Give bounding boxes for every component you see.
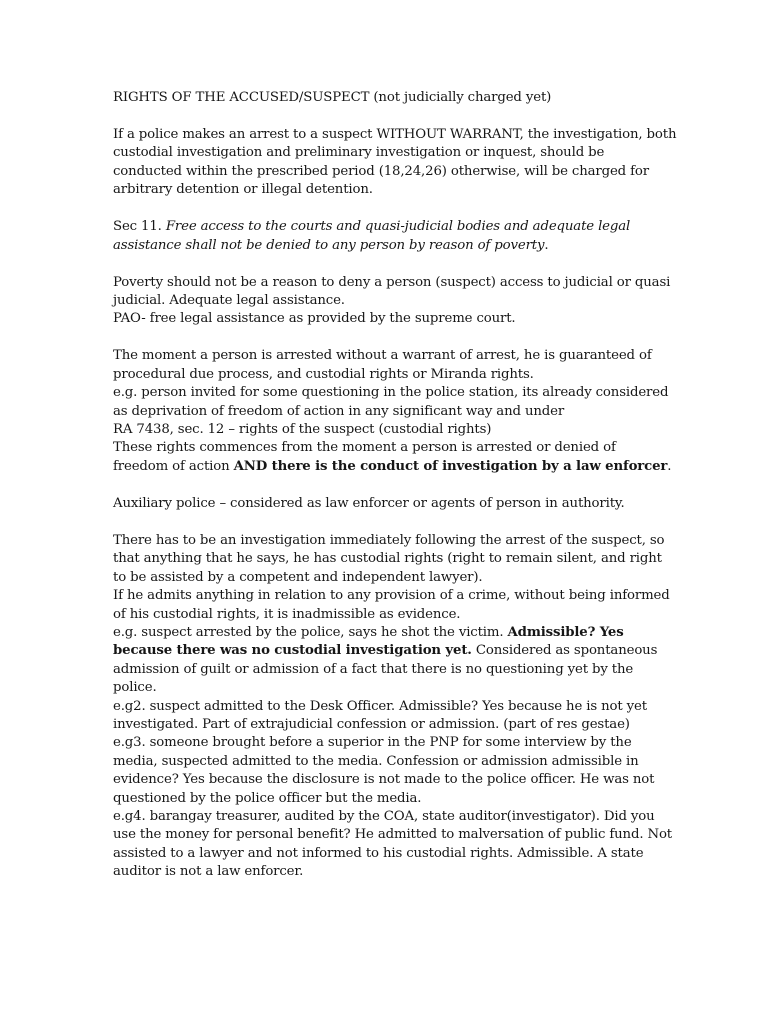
text-line: The moment a person is arrested without a warrant of arrest, he is guaranteed of xyxy=(113,348,652,364)
text-run: freedom of action xyxy=(113,458,234,474)
paragraph-gap xyxy=(113,513,658,532)
text-line: evidence? Yes because the disclosure is not made to the police officer. He was not xyxy=(113,772,655,788)
paragraph-examples xyxy=(113,532,673,882)
text-line: PAO- free legal assistance as provided by the supreme court. xyxy=(113,311,516,327)
emphasized-text: AND there is the conduct of investigation by a law enforcer xyxy=(233,458,668,474)
text-line: investigated. Part of extrajudicial confession or admission. (part of res gestae) xyxy=(113,716,630,732)
document-title xyxy=(113,89,658,107)
section-label: Sec 11. xyxy=(113,219,166,235)
paragraph-sec-11 xyxy=(113,218,658,255)
text-line xyxy=(113,458,672,476)
text-line: auditor is not a law enforcer. xyxy=(113,864,304,880)
paragraph-auxiliary-police xyxy=(113,495,658,513)
text-line xyxy=(113,624,658,642)
text-line: procedural due process, and custodial rights or Miranda rights. xyxy=(113,366,534,382)
emphasized-text: Admissible? Yes xyxy=(507,624,624,640)
text-run: e.g. suspect arrested by the police, says he shot the victim. xyxy=(113,624,508,640)
text-line: e.g4. barangay treasurer, audited by the COA, state auditor(investigator). Did you xyxy=(113,808,655,824)
text-line: as deprivation of freedom of action in any significant way and under xyxy=(113,403,565,419)
emphasized-text: because there was no custodial investigation yet. xyxy=(113,643,472,659)
text-line: Poverty should not be a reason to deny a person (suspect) access to judicial or quasi xyxy=(113,274,671,290)
text-line xyxy=(113,218,658,236)
text-run: Considered as spontaneous xyxy=(471,643,658,659)
quoted-provision: Free access to the courts and quasi-judicial bodies and adequate legal xyxy=(165,219,631,235)
text-line: assisted to a lawyer and not informed to his custodial rights. Admissible. A state xyxy=(113,845,644,861)
text-line: that anything that he says, he has custodial rights (right to remain silent, and right xyxy=(113,551,662,567)
paragraph-gap xyxy=(113,476,658,495)
text-line: e.g3. someone brought before a superior in the PNP for some interview by the xyxy=(113,735,632,751)
text-line: If a police makes an arrest to a suspect WITHOUT WARRANT, the investigation, both xyxy=(113,127,677,142)
text-line: media, suspected admitted to the media. Confession or admission admissible in xyxy=(113,753,639,769)
paragraph-gap xyxy=(113,107,658,126)
text-line: to be assisted by a competent and independent lawyer). xyxy=(113,569,483,585)
text-line: admission of guilt or admission of a fact that there is no questioning yet by the xyxy=(113,661,634,677)
text-line: judicial. Adequate legal assistance. xyxy=(113,293,345,309)
text-line xyxy=(113,642,658,660)
paragraph-gap xyxy=(113,200,658,219)
text-line: RA 7438, sec. 12 – rights of the suspect (custodial rights) xyxy=(113,422,492,438)
text-line: of his custodial rights, it is inadmissible as evidence. xyxy=(113,606,461,622)
paragraph-warrantless-arrest xyxy=(113,126,677,200)
text-line: e.g2. suspect admitted to the Desk Officer. Admissible? Yes because he is not yet xyxy=(113,698,647,714)
paragraph-gap xyxy=(113,329,658,348)
text-line: arbitrary detention or illegal detention. xyxy=(113,182,373,198)
paragraph-poverty xyxy=(113,274,671,329)
document-page xyxy=(113,89,677,882)
punctuation: . xyxy=(544,237,549,253)
text-line: Auxiliary police – considered as law enforcer or agents of person in authority. xyxy=(113,495,625,511)
text-line: These rights commences from the moment a person is arrested or denied of xyxy=(113,440,616,456)
punctuation: . xyxy=(667,458,672,474)
text-line xyxy=(113,237,658,255)
text-line: conducted within the prescribed period (18,24,26) otherwise, will be charged for xyxy=(113,163,649,179)
text-line: e.g. person invited for some questioning in the police station, its already considered xyxy=(113,385,669,401)
text-line: police. xyxy=(113,680,157,696)
text-line: custodial investigation and preliminary investigation or inquest, should be xyxy=(113,145,605,161)
text-line: If he admits anything in relation to any provision of a crime, without being informed xyxy=(113,588,670,604)
text-line: There has to be an investigation immediately following the arrest of the suspect, so xyxy=(113,532,665,548)
text-line: questioned by the police officer but the media. xyxy=(113,790,422,806)
paragraph-gap xyxy=(113,255,658,274)
paragraph-custodial-rights xyxy=(113,347,672,476)
title-text: RIGHTS OF THE ACCUSED/SUSPECT (not judicially charged yet) xyxy=(113,90,552,105)
quoted-provision: assistance shall not be denied to any person by reason of poverty xyxy=(113,237,545,253)
text-line: use the money for personal benefit? He admitted to malversation of public fund. Not xyxy=(113,827,673,843)
